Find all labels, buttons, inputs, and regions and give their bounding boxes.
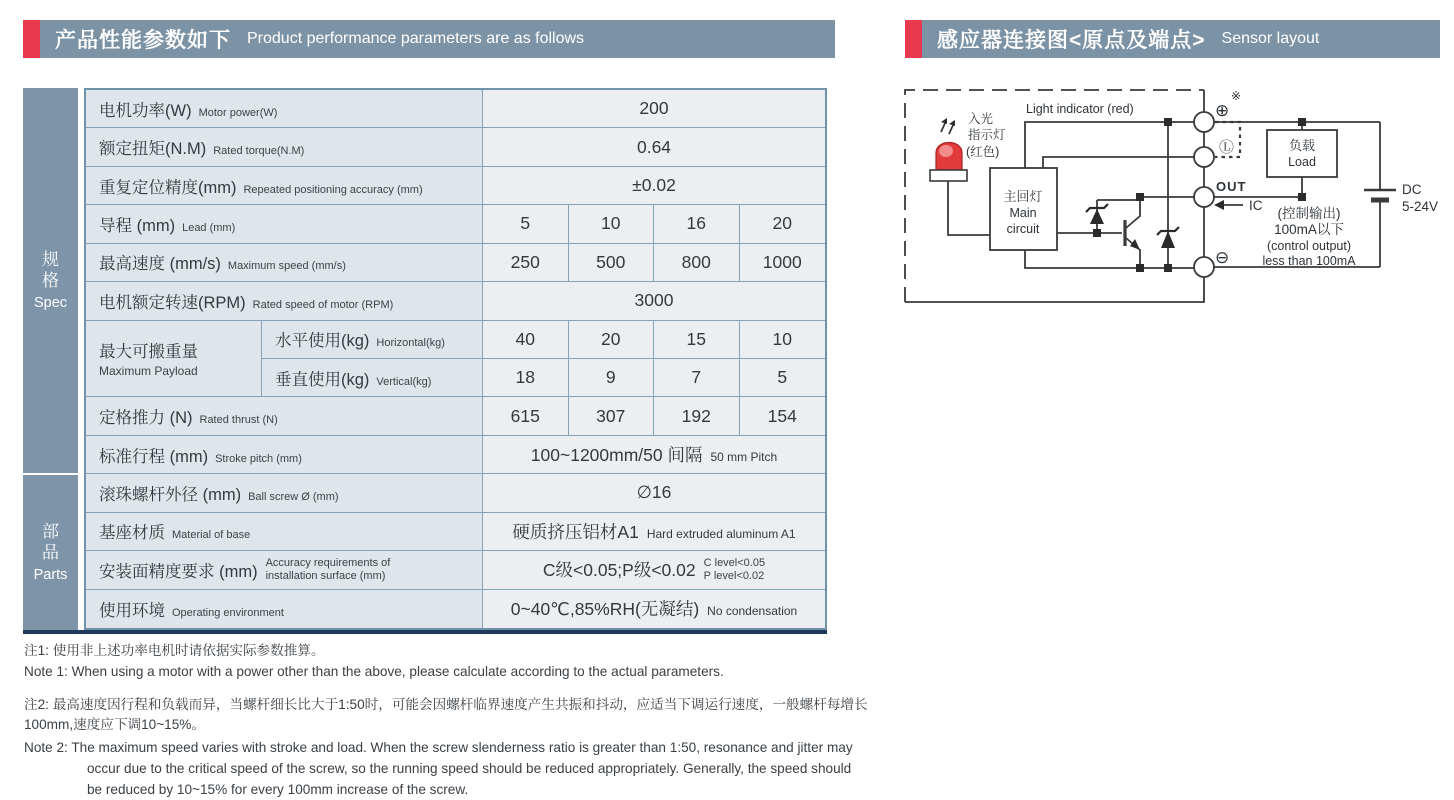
light-indicator-label: Light indicator (red) — [1026, 102, 1134, 116]
spec-table — [84, 88, 827, 630]
value-max-speed-2: 500 — [569, 244, 655, 282]
transistor-emitter-arrowhead — [1130, 239, 1140, 250]
value-thrust-4: 154 — [740, 397, 826, 435]
row-label-environment: 使用环境 Operating environment — [86, 590, 483, 628]
terminal-light-symbol: Ⓛ — [1219, 139, 1235, 156]
terminal-plus-symbol: ⊕ — [1215, 101, 1230, 120]
row-label-max-speed: 最高速度 (mm/s) Maximum speed (mm/s) — [86, 244, 483, 282]
zener1-triangle — [1090, 209, 1104, 224]
note1-zh: 注1: 使用非上述功率电机时请依据实际参数推算。 — [24, 643, 325, 658]
ic-arrowhead — [1214, 200, 1224, 210]
power-voltage-label: 5-24V — [1402, 199, 1439, 214]
terminal-out-label: OUT — [1216, 179, 1247, 194]
right-header-title-en: Sensor layout — [1221, 30, 1320, 47]
light-terminal-wire — [1043, 157, 1194, 168]
value-environment: 0~40℃,85%RH(无凝结) No condensation — [483, 590, 825, 628]
value-payload-h-2: 20 — [569, 321, 655, 359]
led-wire — [948, 181, 990, 235]
value-stroke: 100~1200mm/50 间隔 50 mm Pitch — [483, 436, 825, 474]
value-rated-torque: 0.64 — [483, 128, 825, 166]
note2-zh: 注2: 最高速度因行程和负载而异，当螺杆细长比大于1:50时，可能会因螺杆临界速度产生共振和抖动，应适当下调运行速度，一般螺杆每增长100mm,速度应下调10~15%。 — [24, 697, 868, 732]
junction-dot — [1136, 193, 1144, 201]
row-label-rated-rpm: 电机额定转速(RPM) Rated speed of motor (RPM) — [86, 282, 483, 320]
led-label-zh-2: 指示灯 — [968, 128, 1006, 142]
note2-en: Note 2: The maximum speed varies with stroke and load. When the screw slenderness ratio is greater than 1:50, resonance and jitter may occur due to the critical speed of the screw, so the running speed should be reduced appropriately. Generally, the speed should be reduced by 10~15% for every 100mm increase of the screw. — [24, 740, 853, 797]
value-payload-v-2: 9 — [569, 359, 655, 397]
row-label-payload-vertical: 垂直使用(kg) Vertical(kg) — [262, 359, 483, 397]
left-header-title-zh: 产品性能参数如下 — [55, 29, 231, 52]
led-base — [930, 170, 967, 181]
value-lead-1: 5 — [483, 205, 569, 243]
junction-dot — [1164, 118, 1172, 126]
spec-en: Spec — [33, 294, 68, 311]
led-indicator — [930, 143, 967, 182]
footnotes — [24, 641, 870, 800]
section-label-parts — [23, 475, 78, 630]
control-output-zh: (控制输出) — [1277, 206, 1341, 221]
row-label-payload-group: 最大可搬重量 Maximum Payload — [86, 321, 262, 398]
main-circuit-label-zh: 主回灯 — [1003, 189, 1043, 204]
load-label-zh: 负载 — [1288, 138, 1316, 153]
junction-dot — [1136, 264, 1144, 272]
terminal-plus-circle — [1194, 112, 1214, 132]
row-label-repeatability: 重复定位精度(mm) Repeated positioning accuracy (mm) — [86, 167, 483, 205]
control-output-ma-en: less than 100mA — [1262, 254, 1356, 268]
control-output-en: (control output) — [1266, 239, 1352, 253]
left-section-header — [23, 20, 835, 58]
value-payload-v-1: 18 — [483, 359, 569, 397]
value-accuracy: C级<0.05;P级<0.02 C level<0.05 P level<0.02 — [483, 551, 825, 589]
terminal-minus-circle — [1194, 257, 1214, 277]
table-bottom-accent-bar — [23, 630, 827, 634]
row-label-payload-horizontal: 水平使用(kg) Horizontal(kg) — [262, 321, 483, 359]
main-circuit-label-en2: circuit — [1006, 222, 1040, 236]
value-lead-3: 16 — [654, 205, 740, 243]
row-label-motor-power: 电机功率(W) Motor power(W) — [86, 90, 483, 128]
value-payload-v-3: 7 — [654, 359, 740, 397]
red-accent-bar — [23, 20, 40, 58]
spec-zh-char1: 规 — [42, 250, 59, 270]
value-motor-power: 200 — [483, 90, 825, 128]
zener2-triangle — [1161, 231, 1175, 248]
value-max-speed-4: 1000 — [740, 244, 826, 282]
section-label-spec — [23, 88, 78, 473]
led-ray-arrowhead — [941, 118, 947, 124]
junction-dot — [1164, 264, 1172, 272]
power-dc-label: DC — [1402, 182, 1422, 197]
led-ray-arrowhead — [949, 120, 955, 126]
value-thrust-3: 192 — [654, 397, 740, 435]
value-payload-h-4: 10 — [740, 321, 826, 359]
value-lead-4: 20 — [740, 205, 826, 243]
enclosure-bottom-line — [905, 277, 1204, 302]
terminal-out-circle — [1194, 187, 1214, 207]
value-lead-2: 10 — [569, 205, 655, 243]
transistor-collector — [1126, 197, 1140, 228]
value-payload-h-1: 40 — [483, 321, 569, 359]
row-label-stroke: 标准行程 (mm) Stroke pitch (mm) — [86, 436, 483, 474]
junction-dot — [1298, 118, 1306, 126]
value-max-speed-1: 250 — [483, 244, 569, 282]
row-label-accuracy: 安装面精度要求 (mm) Accuracy requirements of installation surface (mm) — [86, 551, 483, 589]
left-header-title-en: Product performance parameters are as follows — [247, 30, 585, 47]
value-base-material: 硬质挤压铝材A1 Hard extruded aluminum A1 — [483, 513, 825, 551]
main-circuit-label-en1: Main — [1009, 206, 1037, 220]
junction-dot — [1298, 193, 1306, 201]
row-label-rated-thrust: 定格推力 (N) Rated thrust (N) — [86, 397, 483, 435]
spec-zh-char2: 格 — [42, 271, 59, 291]
red-accent-bar — [905, 20, 922, 58]
value-ball-screw: ∅16 — [483, 474, 825, 512]
parts-zh-char1: 部 — [42, 522, 59, 542]
value-rated-rpm: 3000 — [483, 282, 825, 320]
load-label-en: Load — [1288, 155, 1316, 169]
row-label-ball-screw: 滚珠螺杆外径 (mm) Ball screw Ø (mm) — [86, 474, 483, 512]
value-repeatability: ±0.02 — [483, 167, 825, 205]
led-highlight — [939, 145, 953, 157]
row-label-base-material: 基座材质 Material of base — [86, 513, 483, 551]
control-output-ma-zh: 100mA以下 — [1274, 222, 1344, 237]
right-header-title-zh: 感应器连接图<原点及端点> — [937, 29, 1206, 52]
right-section-header — [905, 20, 1440, 58]
sensor-wiring-diagram — [895, 75, 1454, 320]
row-label-rated-torque: 额定扭矩(N.M) Rated torque(N.M) — [86, 128, 483, 166]
value-thrust-2: 307 — [569, 397, 655, 435]
led-label-zh-1: 入光 — [968, 112, 994, 126]
value-payload-v-4: 5 — [740, 359, 826, 397]
terminal-light-circle — [1194, 147, 1214, 167]
parts-en: Parts — [33, 566, 68, 583]
note1-en: Note 1: When using a motor with a power other than the above, please calculate according to the actual parameters. — [24, 664, 724, 679]
ic-label: IC — [1249, 198, 1263, 213]
reference-mark: ※ — [1231, 89, 1242, 103]
value-thrust-1: 615 — [483, 397, 569, 435]
value-max-speed-3: 800 — [654, 244, 740, 282]
junction-dot — [1093, 229, 1101, 237]
led-label-zh-3: (红色) — [966, 145, 1000, 159]
row-label-lead: 导程 (mm) Lead (mm) — [86, 205, 483, 243]
parts-zh-char2: 品 — [42, 543, 59, 563]
terminal-minus-symbol: ⊖ — [1215, 248, 1230, 267]
value-payload-h-3: 15 — [654, 321, 740, 359]
